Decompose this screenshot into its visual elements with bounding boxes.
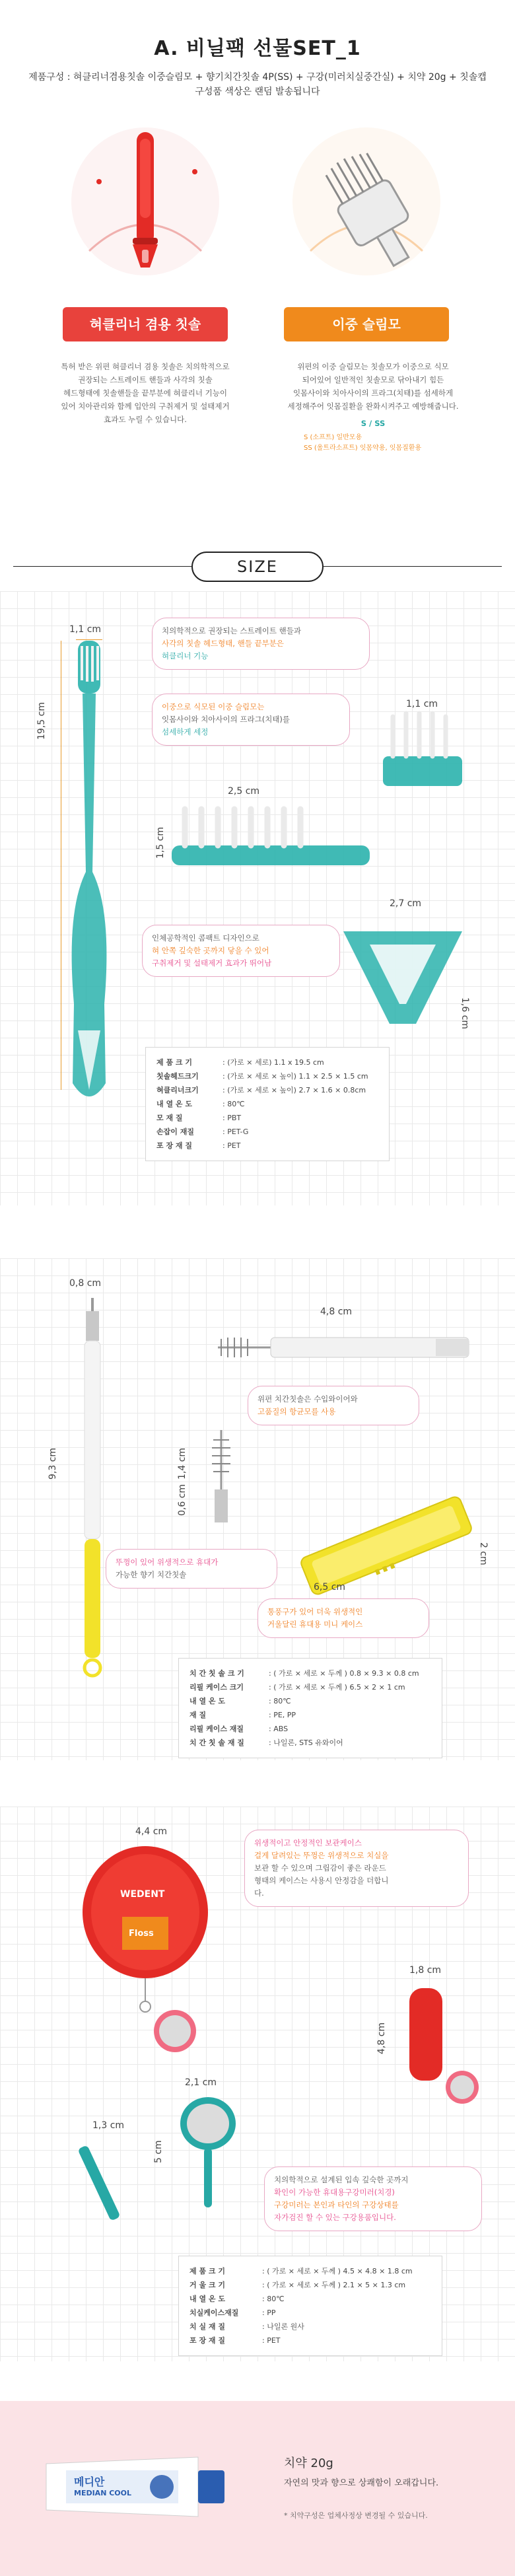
- floss-spec-table: 제 품 크 기 : ( 가로 × 세로 × 두께 ) 4.5 × 4.8 × 1.8 cm 거 울 크 기 : ( 가로 × 세로 × 두께 ) 2.1 × 5 × 1.3 cm 내 열 온 도 : 80℃ 치실케이스재질 : PP 치 실 재 질 : 나일론 원사 포 장 재 질 : PET: [178, 2256, 442, 2356]
- toothbrush-note: 치의학적으로 권장되는 스트레이트 핸들과 사각의 칫솔 헤드형태, 핸들 끝부분은 혀클리너 기능: [152, 618, 370, 670]
- idb-tip-drawing: [201, 1427, 241, 1526]
- toothbrush-spec-table: 제 품 크 기 : (가로 × 세로) 1.1 x 19.5 cm 칫솔헤드크기 : (가로 × 세로 × 높이) 1.1 × 2.5 × 1.5 cm 혀클리너크기 : (가로 × 세로 × 높이) 2.7 × 1.6 × 0.8cm 내 열 온 도 : 80℃ 모 재 질 : PBT 손잡이 재질 : PET-G 포 장 재 질 : PET: [145, 1047, 390, 1161]
- mirror-small-width-label: 1,3 cm: [92, 2120, 125, 2131]
- floss-side-height-label: 4,8 cm: [376, 2022, 387, 2054]
- size-divider-left: [13, 566, 191, 567]
- mirror-note: 치의학적으로 설계된 입속 깊숙한 곳까지 확인이 가능한 휴대용구강미러(치경) 구강미러는 본인과 타인의 구강상태를 자가검진 할 수 있는 구강용품입니다.: [264, 2166, 482, 2231]
- tube-label-en: MEDIAN COOL: [74, 2489, 132, 2497]
- double-bristle-description: 위편의 이중 슬림모는 칫솔모가 이중으로 식모 되어있어 일반적인 칫솔모로 닦아내기 힘든 잇몸사이와 치아사이의 프라그(치태)를 섬세하게 세정해주어 잇몸질환을 완화시켜주고 예방해줍니다. S / SS S (소프트) 일반모용 SS (울트라소프트) 잇몸약용, 잇몸질환용: [264, 360, 482, 454]
- cleaner-height-label: 1,6 cm: [460, 997, 470, 1030]
- idb-width-label: 0,8 cm: [69, 1278, 102, 1289]
- tongue-cleaner-closeup: [330, 912, 475, 1037]
- toothpaste-title: 치약 20g: [284, 2456, 333, 2470]
- head-width-label: 2,5 cm: [228, 786, 260, 797]
- idb-length-label: 9,3 cm: [48, 1447, 58, 1480]
- interdental-brush-drawing: [59, 1291, 125, 1688]
- page-title: A. 비닐팩 선물SET_1: [154, 37, 361, 60]
- double-bristle-photo: [284, 119, 449, 284]
- toothpaste-footnote: * 치약구성은 업체사정상 변경될 수 있습니다.: [284, 2511, 428, 2520]
- double-bristle-tag: 이중 슬림모: [284, 307, 449, 341]
- intro-line-2: 구성품 색상은 랜덤 발송됩니다: [195, 87, 320, 97]
- double-bristle-note: 이중으로 식모된 이중 슬림모는 잇몸사이와 치아사이의 프라그(치태)를 섬세하게 세정: [152, 694, 350, 746]
- interdental-spec-table: 치 간 칫 솔 크 기 : ( 가로 × 세로 × 두께 ) 0.8 × 9.3 × 0.8 cm 리필 케이스 크기 : ( 가로 × 세로 × 두께 ) 6.5 × 2 × 1 cm 내 열 온 도 : 80℃ 재 질 : PE, PP 리필 케이스 재질 : ABS 치 간 칫 솔 재 질 : 나일론, STS 유와이어: [178, 1658, 442, 1758]
- bristle-size-label: S / SS: [360, 419, 386, 428]
- tube-label-kr: 메디안: [74, 2476, 105, 2488]
- bristle-width-label: 1,1 cm: [406, 699, 438, 709]
- intro-line-1: 제품구성 : 혀클리너겸용칫솔 이중슬림모 + 향기치간칫솔 4P(SS) + 구강(미러치실중간실) + 치약 20g + 칫솔캡: [28, 72, 487, 83]
- cleaner-note: 인체공학적인 콤팩트 디자인으로 혀 안쪽 깊숙한 곳까지 닿을 수 있어 구취제거 및 설태제거 효과가 뛰어남: [142, 925, 340, 977]
- size-divider-right: [324, 566, 502, 567]
- size-ss-label: SS (울트라소프트) 잇몸약용, 잇몸질환용: [304, 445, 422, 452]
- mirror-side-drawing: [66, 2133, 132, 2233]
- idb-tip-length-label: 1,4 cm: [177, 1447, 188, 1480]
- idb-horizontal-drawing: [211, 1324, 475, 1371]
- brush-length-label: 19,5 cm: [36, 702, 47, 740]
- interdental-note: 위편 치간칫솔은 수입와이어와 고품질의 항균모를 사용: [248, 1386, 419, 1425]
- mirror-width-label: 2,1 cm: [185, 2077, 217, 2088]
- brush-width-label: 1,1 cm: [69, 624, 102, 635]
- toothpaste-tube: [40, 2444, 238, 2530]
- floss-side-width-label: 1,8 cm: [409, 1965, 442, 1976]
- capped-brush-note: 뚜껑이 있어 위생적으로 휴대가 가능한 향기 치간칫솔: [106, 1549, 277, 1589]
- toothpaste-desc: 자연의 맛과 향으로 상쾌함이 오래갑니다.: [284, 2478, 439, 2488]
- floss-case-note: 위생적이고 안정적인 보관케이스 걸게 달려있는 뚜껑은 위생적으로 치실을 보관 할 수 있으며 그립감이 좋은 라운드 형태의 케이스는 사용시 안정감을 더합니 다.: [244, 1830, 469, 1907]
- cleaner-width-label: 2,7 cm: [390, 898, 422, 909]
- toothbrush-drawing: [40, 634, 139, 1163]
- tongue-cleaner-description: 특허 받은 위편 혀클리너 겸용 칫솔은 치의학적으로 권장되는 스트레이트 핸들과 사각의 칫솔 헤드형태에 칫솔핸들을 끝부분에 혀클리너 기능이 있어 치아관리와 함께 입안의 구취제거 및 설태제거 효과도 누릴 수 있습니다.: [61, 362, 230, 424]
- product-composition: [26, 70, 489, 99]
- size-s-label: S (소프트) 일반모용: [304, 434, 362, 441]
- tongue-cleaner-photo: [63, 119, 228, 284]
- case-height-label: 2 cm: [478, 1542, 489, 1565]
- bristle-closeup: [370, 703, 475, 789]
- idb-tip-width-label: 0,6 cm: [177, 1484, 188, 1516]
- floss-label: Floss: [129, 1929, 154, 1939]
- mirror-height-label: 5 cm: [153, 2140, 164, 2163]
- size-section-title: SIZE: [191, 552, 324, 582]
- floss-case-drawing: [76, 1843, 215, 2061]
- case-width-label: 6,5 cm: [314, 1582, 346, 1592]
- mirror-drawing: [168, 2094, 248, 2213]
- head-height-label: 1,5 cm: [155, 826, 166, 859]
- floss-width-label: 4,4 cm: [135, 1826, 168, 1837]
- tongue-cleaner-tag: 혀클리너 겸용 칫솔: [63, 307, 228, 341]
- mini-case-note: 통풍구가 있어 더욱 위생적인 거울달린 휴대용 미니 케이스: [258, 1598, 429, 1638]
- brush-head-side: [165, 799, 383, 878]
- floss-side-drawing: [390, 1982, 489, 2107]
- floss-logo: WEDENT: [120, 1889, 165, 1900]
- brush-width-line: [76, 639, 102, 640]
- idb-top-width-label: 4,8 cm: [320, 1306, 353, 1317]
